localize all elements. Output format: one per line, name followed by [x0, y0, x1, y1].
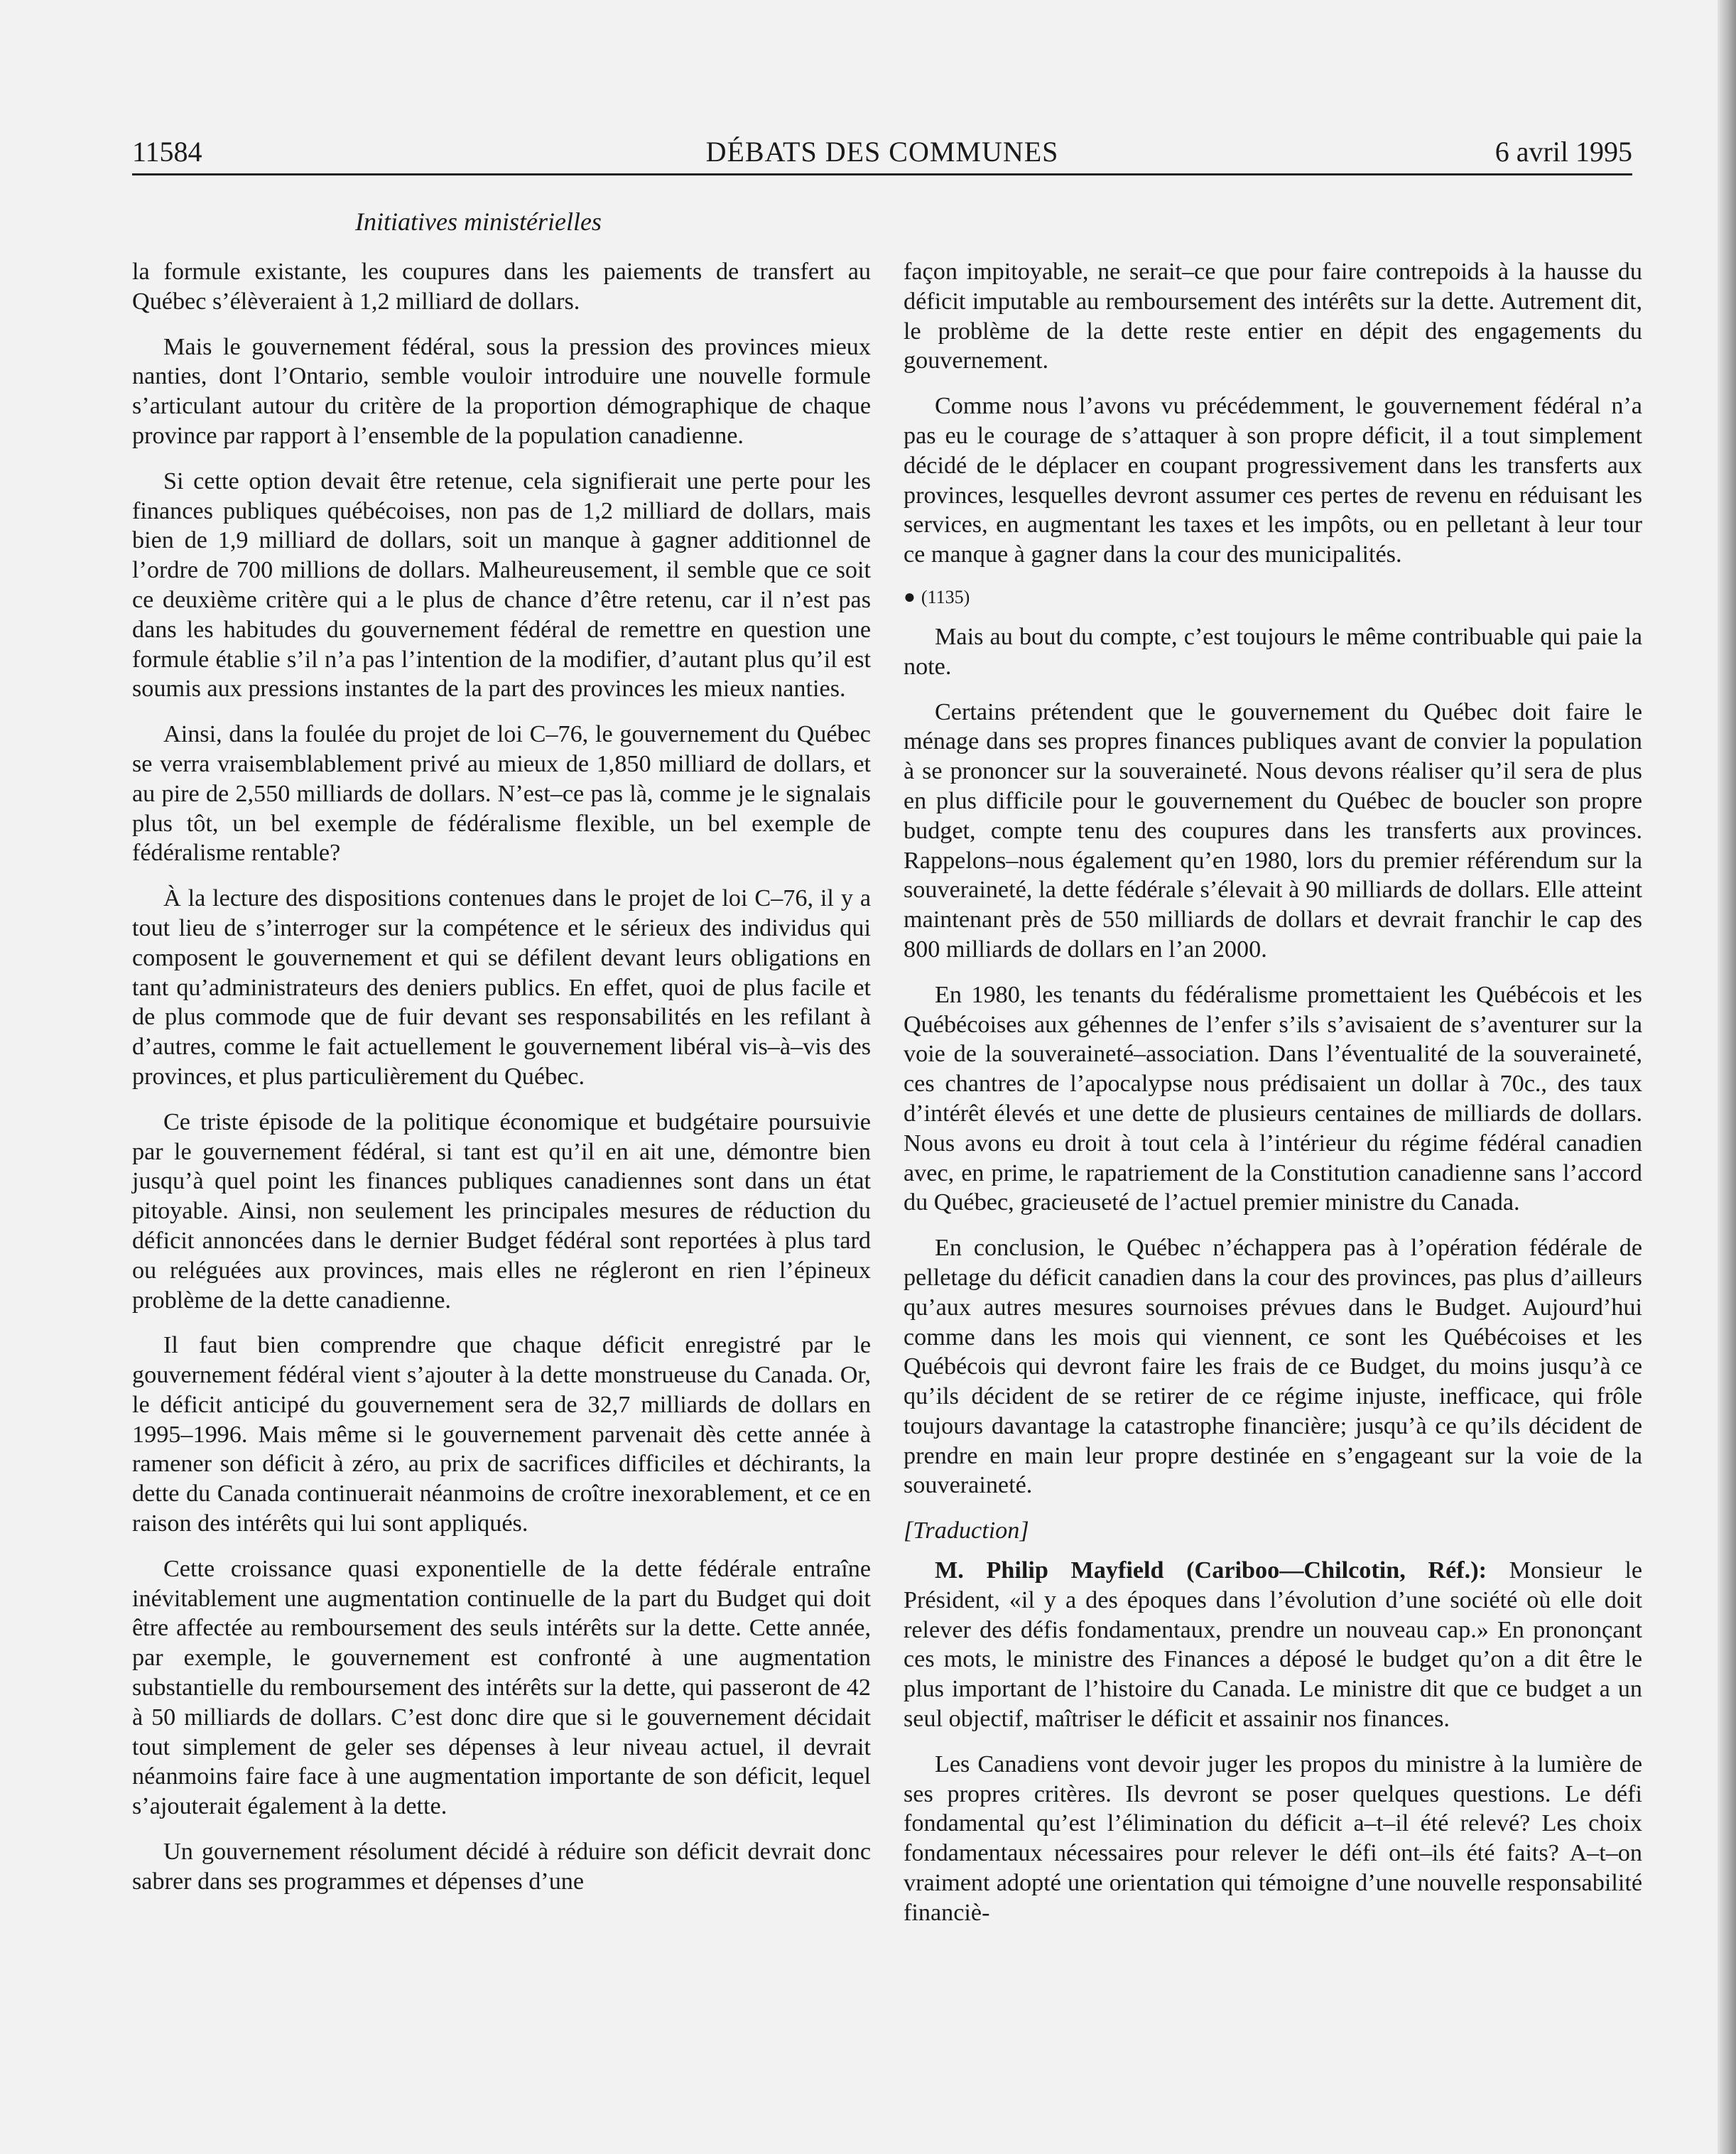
- paragraph: Il faut bien comprendre que chaque déficit enregistré par le gouvernement fédéral vient s’ajouter à la dette monstrueuse du Canada. Or, le déficit anticipé du gouvernement sera de 32,7 milliards de dollars en 1995–1996. Mais même si le gouvernement parvenait dès cette année à ramener son déficit à zéro, au prix de sacrifices difficiles et déchirants, la dette du Canada continuerait néanmoins de croître inexorablement, et ce en raison des intérêts qui lui sont appliqués.: [132, 1332, 871, 1537]
- paragraph: En conclusion, le Québec n’échappera pas à l’opération fédérale de pelletage du déficit canadien dans la cour des provinces, pas plus d’ailleurs qu’aux autres mesures sournoises prévues dans le Budget. Aujourd’hui comme dans les mois qui viennent, ce sont les Québécoises et les Québécois qui devront faire les frais de ce Budget, du moins jusqu’à ce qu’ils décident de se retirer de ce régime injuste, inefficace, qui frôle toujours davantage la catastrophe financière; jusqu’à ce qu’ils décident de prendre en main leur propre destinée en s’engageant sur la voie de la souveraineté.: [904, 1235, 1642, 1499]
- paragraph: En 1980, les tenants du fédéralisme promettaient les Québécois et les Québécoises aux géhennes de l’enfer s’ils s’avisaient de s’aventurer sur la voie de la souveraineté–association. Dans l’éventualité de la souveraineté, ces chantres de l’apocalypse nous prédisaient un dollar à 70c., des taux d’intérêt élevés et une dette de plusieurs centaines de milliards de dollars. Nous avons eu droit à tout cela à l’intérieur du régime fédéral canadien avec, en prime, le rapatriement de la Constitution canadienne sans l’accord du Québec, gracieuseté de l’actuel premier ministre du Canada.: [904, 981, 1642, 1216]
- speaker-text: Monsieur le Président, «il y a des époques dans l’évolution d’une société où elle doit relever des défis fondamentaux, prendre un nouveau cap.» En prononçant ces mots, le ministre des Finances a déposé le budget qu’on a dit être le plus important de l’histoire du Canada. Le ministre dit que ce budget a un seul objectif, maîtriser le déficit et assainir nos finances.: [904, 1557, 1642, 1733]
- paragraph: Cette croissance quasi exponentielle de la dette fédérale entraîne inévitablement une augmentation continuelle de la part du Budget qui doit être affectée au remboursement des seuls intérêts sur la dette. Cette année, par exemple, le gouvernement est confronté à une augmentation substantielle du remboursement des intérêts sur la dette, qui passeront de 42 à 50 milliards de dollars. C’est donc dire que si le gouvernement décidait tout simplement de geler ses dépenses à leur niveau actuel, il devrait néanmoins faire face à une augmentation importante de son déficit, lequel s’ajouterait également à la dette.: [132, 1555, 871, 1820]
- translation-note: [Traduction]: [904, 1517, 1029, 1544]
- paragraph: façon impitoyable, ne serait–ce que pour faire contrepoids à la hausse du déficit imputable au remboursement des intérêts sur la dette. Autrement dit, le problème de la dette reste entier en dépit des engagements du gouvernement.: [904, 259, 1642, 374]
- page-edge: [1718, 0, 1736, 2154]
- speaker-paragraph: [904, 1556, 1642, 1734]
- section-title: Initiatives ministérielles: [355, 207, 602, 236]
- time-marker-text: (1135): [921, 586, 970, 607]
- paragraph: Mais au bout du compte, c’est toujours le même contribuable qui paie la note.: [904, 623, 1642, 680]
- bullet-icon: ●: [904, 585, 916, 608]
- speaker-name: M. Philip Mayfield (Cariboo—Chilcotin, Réf.):: [935, 1557, 1487, 1584]
- left-column: [132, 257, 871, 1912]
- paragraph: Un gouvernement résolument décidé à réduire son déficit devrait donc sabrer dans ses programmes et dépenses d’une: [132, 1839, 871, 1895]
- paragraph: À la lecture des dispositions contenues dans le projet de loi C–76, il y a tout lieu de s’interroger sur la compétence et le sérieux des individus qui composent le gouvernement et qui se défilent devant leurs obligations en tant qu’administrateurs des deniers publics. En effet, quoi de plus facile et de plus commode que de fuir devant ses responsabilités en les refilant à d’autres, comme le fait actuellement le gouvernement libéral vis–à–vis des provinces, et plus particulièrement du Québec.: [132, 885, 871, 1090]
- paragraph: Certains prétendent que le gouvernement du Québec doit faire le ménage dans ses propres finances publiques avant de convier la population à se prononcer sur la souveraineté. Nous devons réaliser qu’il sera de plus en plus difficile pour le gouvernement du Québec de boucler son propre budget, compte tenu des coupures dans les transferts aux provinces. Rappelons–nous également qu’en 1980, lors du premier référendum sur la souveraineté, la dette fédérale s’élevait à 90 milliards de dollars. Elle atteint maintenant près de 550 milliards de dollars et devrait franchir le cap des 800 milliards de dollars en l’an 2000.: [904, 698, 1642, 963]
- paragraph: Si cette option devait être retenue, cela signifierait une perte pour les finances publiques québécoises, non pas de 1,2 milliard de dollars, mais bien de 1,9 milliard de dollars, soit un manque à gagner additionnel de l’ordre de 700 millions de dollars. Malheureusement, il semble que ce soit ce deuxième critère qui a le plus de chance d’être retenu, car il n’est pas dans les habitudes du gouvernement fédéral de remettre en question une formule établie s’il n’a pas l’intention de la modifier, d’autant plus qu’il est soumis aux pressions instantes de la part des provinces les mieux nanties.: [132, 467, 871, 703]
- paragraph: Ce triste épisode de la politique économique et budgétaire poursuivie par le gouvernement fédéral, si tant est qu’il en ait une, démontre bien jusqu’à quel point les finances publiques canadiennes sont dans un état pitoyable. Ainsi, non seulement les principales mesures de réduction du déficit annoncées dans le dernier Budget fédéral sont reportées à plus tard ou reléguées aux provinces, mais elles ne régleront en rien l’épineux problème de la dette canadienne.: [132, 1108, 871, 1314]
- paragraph: Les Canadiens vont devoir juger les propos du ministre à la lumière de ses propres critères. Ils devront se poser quelques questions. Le défi fondamental qu’est l’élimination du déficit a–t–il été relevé? Les choix fondamentaux nécessaires pour relever le défi ont–ils été faits? A–t–on vraiment adopté une orientation qui témoigne d’une nouvelle responsabilité financiè-: [904, 1750, 1642, 1926]
- header-rule: [132, 173, 1632, 175]
- publication-date: 6 avril 1995: [1494, 136, 1632, 168]
- paragraph: Comme nous l’avons vu précédemment, le gouvernement fédéral n’a pas eu le courage de s’attaquer à son propre déficit, il a tout simplement décidé de le déplacer en coupant progressivement dans les transferts aux provinces, lesquelles devront assumer ces pertes de revenu en réduisant les services, en augmentant les taxes et les impôts, ou en pelletant à leur tour ce manque à gagner dans la cour des municipalités.: [904, 393, 1642, 568]
- paragraph: Ainsi, dans la foulée du projet de loi C–76, le gouvernement du Québec se verra vraisemblablement privé au mieux de 1,850 milliard de dollars, et au pire de 2,550 milliards de dollars. N’est–ce pas là, comme je le signalais plus tôt, un bel exemple de fédéralisme flexible, un bel exemple de fédéralisme rentable?: [132, 721, 871, 867]
- right-column: [904, 257, 1642, 1944]
- publication-title: DÉBATS DES COMMUNES: [705, 136, 1059, 168]
- paragraph: Mais le gouvernement fédéral, sous la pression des provinces mieux nanties, dont l’Ontario, semble vouloir introduire une nouvelle formule s’articulant autour du critère de la proportion démographique de chaque province par rapport à l’ensemble de la population canadienne.: [132, 333, 871, 449]
- page-number: 11584: [132, 136, 202, 168]
- time-marker: [904, 585, 1642, 610]
- page-header: [132, 134, 1632, 171]
- paragraph: la formule existante, les coupures dans les paiements de transfert au Québec s’élèveraient à 1,2 milliard de dollars.: [132, 259, 871, 315]
